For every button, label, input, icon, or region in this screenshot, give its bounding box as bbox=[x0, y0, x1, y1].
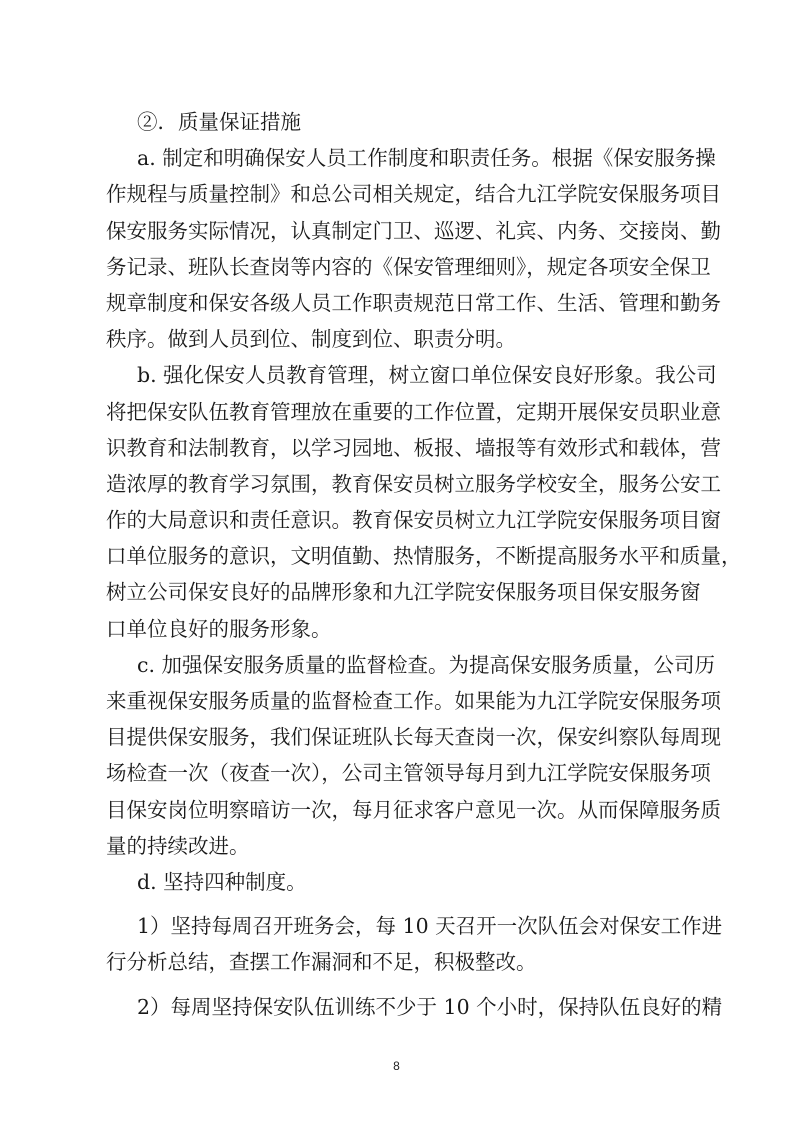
spacer bbox=[106, 900, 692, 908]
paragraph-line: c. 加强保安服务质量的监督检查。为提高保安服务质量，公司历 bbox=[137, 652, 716, 677]
paragraph-line: 务记录、班队长查岗等内容的《保安管理细则》，规定各项安全保卫 bbox=[106, 254, 711, 279]
page-number: 8 bbox=[393, 1059, 400, 1073]
paragraph-line: 将把保安队伍教育管理放在重要的工作位置，定期开展保安员职业意 bbox=[106, 399, 721, 424]
paragraph-line: a. 制定和明确保安人员工作制度和职责任务。根据《保安服务操 bbox=[137, 146, 716, 171]
paragraph-line: 树立公司保安良好的品牌形象和九江学院安保服务项目保安服务窗 bbox=[106, 580, 701, 605]
paragraph-line: 行分析总结，查摆工作漏洞和不足，积极整改。 bbox=[106, 950, 537, 975]
paragraph-line: 保安服务实际情况，认真制定门卫、巡逻、礼宾、内务、交接岗、勤 bbox=[106, 218, 721, 243]
paragraph-line: d. 坚持四种制度。 bbox=[137, 869, 307, 894]
paragraph-line: 2）每周坚持保安队伍训练不少于 10 个小时，保持队伍良好的精 bbox=[137, 994, 723, 1019]
paragraph-c bbox=[106, 647, 721, 864]
section-heading: ②．质量保证措施 bbox=[137, 110, 301, 134]
paragraph-line: 秩序。做到人员到位、制度到位、职责分明。 bbox=[106, 327, 516, 352]
paragraph-line: 目保安岗位明察暗访一次，每月征求客户意见一次。从而保障服务质 bbox=[106, 797, 721, 822]
paragraph-line: 量的持续改进。 bbox=[106, 833, 250, 858]
paragraph-line: 识教育和法制教育，以学习园地、板报、墙报等有效形式和载体，营 bbox=[106, 435, 721, 460]
paragraph-line: 目提供保安服务，我们保证班队长每天查岗一次，保安纠察队每周现 bbox=[106, 725, 721, 750]
paragraph-b bbox=[106, 357, 742, 647]
paragraph-item-2 bbox=[106, 989, 723, 1025]
paragraph-line: b. 强化保安人员教育管理，树立窗口单位保安良好形象。我公司 bbox=[137, 363, 717, 388]
spacer bbox=[106, 981, 692, 989]
paragraph-line: 场检查一次（夜查一次），公司主管领导每月到九江学院安保服务项 bbox=[106, 761, 711, 786]
paragraph-line: 来重视保安服务质量的监督检查工作。如果能为九江学院安保服务项 bbox=[106, 689, 721, 713]
paragraph-line: 1）坚持每周召开班务会，每 10 天召开一次队伍会对保安工作进 bbox=[137, 914, 723, 939]
paragraph-item-1 bbox=[106, 908, 723, 980]
paragraph-line: 口单位良好的服务形象。 bbox=[106, 616, 332, 641]
paragraph-line: 作的大局意识和责任意识。教育保安员树立九江学院安保服务项目窗 bbox=[106, 508, 721, 533]
document-body bbox=[106, 104, 742, 1025]
paragraph-line: 作规程与质量控制》和总公司相关规定，结合九江学院安保服务项目 bbox=[106, 182, 721, 207]
paragraph-line: 造浓厚的教育学习氛围，教育保安员树立服务学校安全，服务公安工 bbox=[106, 471, 721, 496]
paragraph-line: 口单位服务的意识，文明值勤、热情服务，不断提高服务水平和质量， bbox=[106, 544, 742, 569]
paragraph-line: 规章制度和保安各级人员工作职责规范日常工作、生活、管理和勤务 bbox=[106, 290, 721, 315]
paragraph-d bbox=[106, 864, 692, 900]
paragraph-a bbox=[106, 140, 721, 357]
